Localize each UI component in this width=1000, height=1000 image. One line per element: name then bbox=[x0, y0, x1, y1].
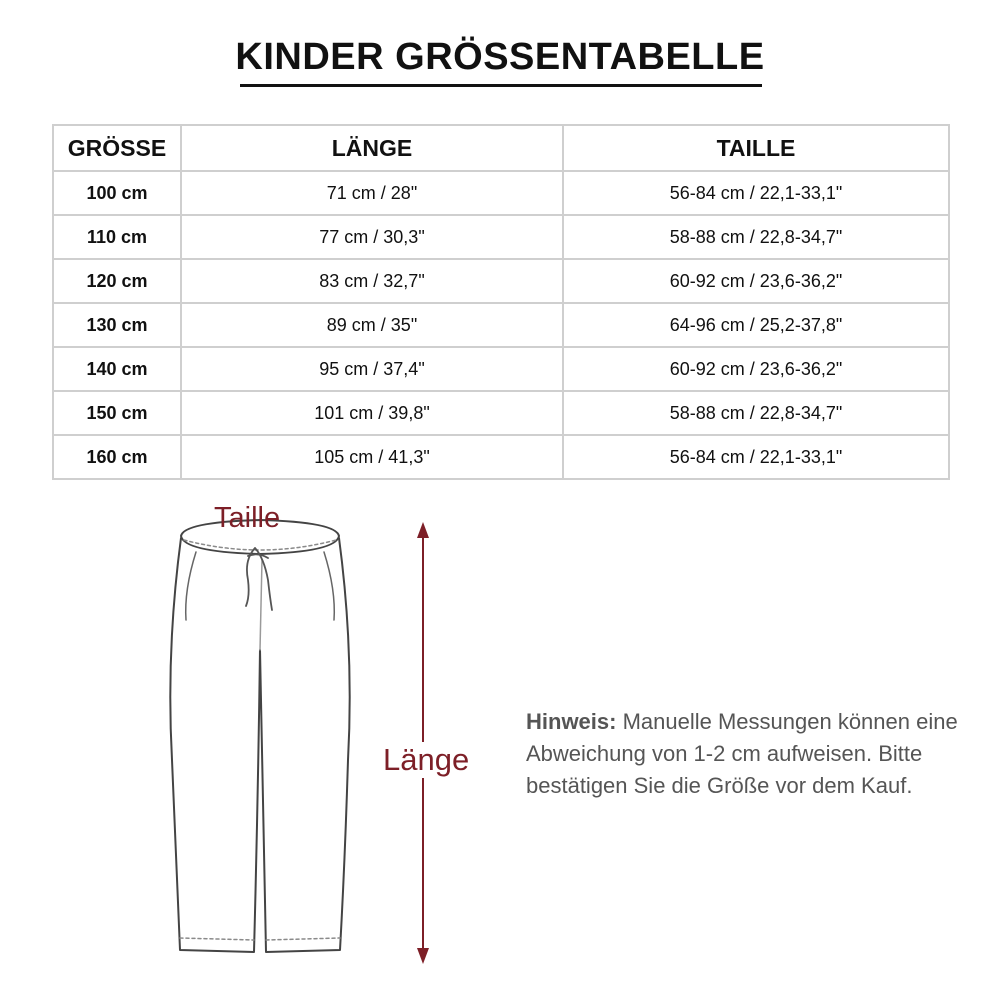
pants-outline bbox=[170, 538, 349, 952]
length-cell: 95 cm / 37,4" bbox=[181, 347, 563, 391]
size-cell: 120 cm bbox=[53, 259, 181, 303]
table-header-row bbox=[53, 125, 949, 171]
length-cell: 77 cm / 30,3" bbox=[181, 215, 563, 259]
length-label: Länge bbox=[383, 742, 470, 777]
table-row bbox=[53, 215, 949, 259]
length-cell: 105 cm / 41,3" bbox=[181, 435, 563, 479]
right-pocket bbox=[324, 552, 334, 620]
column-header-waist: TAILLE bbox=[563, 125, 949, 171]
waist-cell: 60-92 cm / 23,6-36,2" bbox=[563, 347, 949, 391]
table-row bbox=[53, 171, 949, 215]
waist-cell: 58-88 cm / 22,8-34,7" bbox=[563, 215, 949, 259]
waist-cell: 64-96 cm / 25,2-37,8" bbox=[563, 303, 949, 347]
measurement-note bbox=[526, 706, 976, 802]
table-row bbox=[53, 259, 949, 303]
size-cell: 150 cm bbox=[53, 391, 181, 435]
column-header-length: LÄNGE bbox=[181, 125, 563, 171]
waist-label: Taille bbox=[214, 502, 281, 534]
size-cell: 140 cm bbox=[53, 347, 181, 391]
title-underline bbox=[240, 84, 762, 87]
length-cell: 71 cm / 28" bbox=[181, 171, 563, 215]
size-cell: 110 cm bbox=[53, 215, 181, 259]
waist-cell: 56-84 cm / 22,1-33,1" bbox=[563, 171, 949, 215]
table-row bbox=[53, 303, 949, 347]
length-cell: 89 cm / 35" bbox=[181, 303, 563, 347]
waist-cell: 60-92 cm / 23,6-36,2" bbox=[563, 259, 949, 303]
length-cell: 101 cm / 39,8" bbox=[181, 391, 563, 435]
size-table bbox=[52, 124, 950, 480]
table-row bbox=[53, 435, 949, 479]
note-label: Hinweis: bbox=[526, 709, 617, 734]
length-cell: 83 cm / 32,7" bbox=[181, 259, 563, 303]
table-row bbox=[53, 347, 949, 391]
pants-diagram-icon bbox=[150, 500, 480, 980]
table-row bbox=[53, 391, 949, 435]
size-cell: 130 cm bbox=[53, 303, 181, 347]
drawstring bbox=[246, 548, 272, 610]
left-pocket bbox=[186, 552, 196, 620]
waist-cell: 58-88 cm / 22,8-34,7" bbox=[563, 391, 949, 435]
size-cell: 160 cm bbox=[53, 435, 181, 479]
column-header-size: GRÖSSE bbox=[53, 125, 181, 171]
note-text: Manuelle Messungen können eine Abweichung von 1-2 cm aufweisen. Bitte bestätigen Sie die Größe vor dem Kauf. bbox=[526, 709, 958, 798]
size-cell: 100 cm bbox=[53, 171, 181, 215]
page-title: KINDER GRÖSSENTABELLE bbox=[235, 36, 765, 78]
waist-cell: 56-84 cm / 22,1-33,1" bbox=[563, 435, 949, 479]
